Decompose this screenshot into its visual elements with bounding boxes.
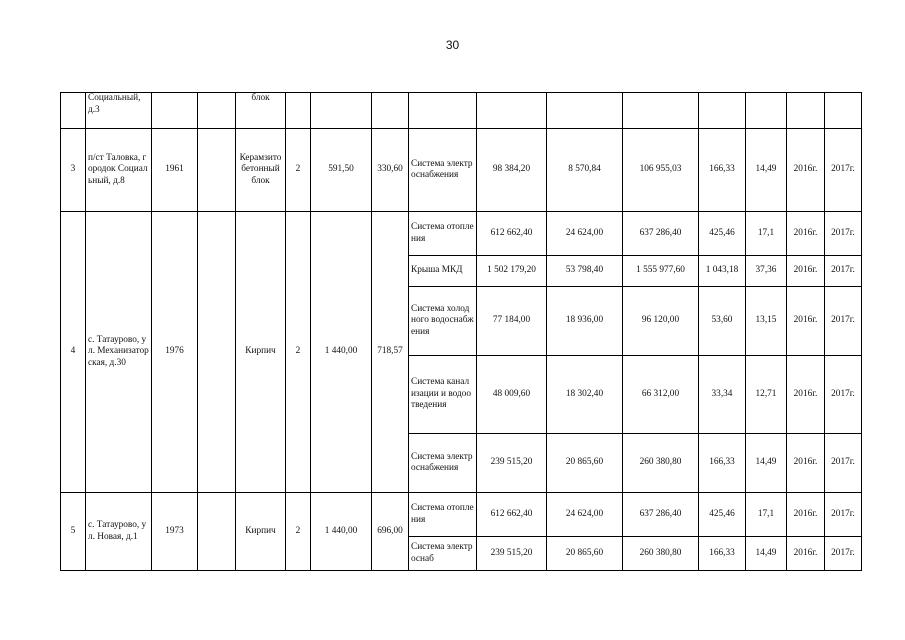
rate-cell: 12,71 <box>746 356 787 434</box>
end-year-cell: 2017г. <box>825 493 862 537</box>
floors-cell: 2 <box>286 212 311 493</box>
living-area-cell: 718,57 <box>372 212 409 493</box>
cost-per-m2-cell: 166,33 <box>699 537 746 571</box>
year-cell: 1973 <box>152 493 198 571</box>
rate-cell: 17,1 <box>746 493 787 537</box>
rate-cell: 14,49 <box>746 537 787 571</box>
cost-per-m2-cell: 53,60 <box>699 287 746 356</box>
total-cost-cell: 96 120,00 <box>623 287 699 356</box>
cost-per-m2-cell: 33,34 <box>699 356 746 434</box>
start-year-cell: 2016г. <box>787 287 825 356</box>
start-year-cell: 2016г. <box>787 537 825 571</box>
end-year-cell: 2017г. <box>825 356 862 434</box>
work-type-cell: Система канализации и водоотведения <box>409 356 477 434</box>
table-row <box>61 493 862 537</box>
repair-schedule-table <box>60 92 862 571</box>
row-number: 5 <box>61 493 86 571</box>
rate-cell: 37,36 <box>746 256 787 287</box>
total-cost-cell: 637 286,40 <box>623 212 699 256</box>
start-year-cell: 2016г. <box>787 356 825 434</box>
end-year-cell: 2017г. <box>825 129 862 212</box>
start-year-cell: 2016г. <box>787 434 825 493</box>
address-cell: п/ст Таловка, городок Социальный, д.8 <box>86 129 152 212</box>
material-cell: Кирпич <box>236 212 286 493</box>
address-cell: Социальный, д.3 <box>86 93 152 129</box>
cost-cell: 239 515,20 <box>477 537 547 571</box>
total-area-cell: 1 440,00 <box>311 493 372 571</box>
work-type-cell: Система электроснабжения <box>409 129 477 212</box>
cost-cell: 48 009,60 <box>477 356 547 434</box>
cost-cell: 612 662,40 <box>477 212 547 256</box>
cost-cell: 98 384,20 <box>477 129 547 212</box>
row-number: 3 <box>61 129 86 212</box>
work-type-cell: Система отопления <box>409 493 477 537</box>
cost-cell: 20 865,60 <box>547 434 623 493</box>
cost-cell: 77 184,00 <box>477 287 547 356</box>
cost-cell: 18 302,40 <box>547 356 623 434</box>
cost-cell: 239 515,20 <box>477 434 547 493</box>
cost-cell: 18 936,00 <box>547 287 623 356</box>
floors-cell: 2 <box>286 493 311 571</box>
work-type-cell: Система электроснаб <box>409 537 477 571</box>
material-cell: Керамзитобетонный блок <box>236 129 286 212</box>
work-type-cell: Система отопления <box>409 212 477 256</box>
cost-per-m2-cell: 166,33 <box>699 434 746 493</box>
cost-per-m2-cell: 166,33 <box>699 129 746 212</box>
work-type-cell: Система холодного водоснабжения <box>409 287 477 356</box>
cost-per-m2-cell: 425,46 <box>699 212 746 256</box>
cost-cell: 24 624,00 <box>547 212 623 256</box>
end-year-cell: 2017г. <box>825 212 862 256</box>
material-cell: Кирпич <box>236 493 286 571</box>
end-year-cell: 2017г. <box>825 287 862 356</box>
total-cost-cell: 260 380,80 <box>623 537 699 571</box>
page-number: 30 <box>445 38 460 52</box>
rate-cell: 13,15 <box>746 287 787 356</box>
end-year-cell: 2017г. <box>825 256 862 287</box>
start-year-cell: 2016г. <box>787 129 825 212</box>
rate-cell: 14,49 <box>746 129 787 212</box>
cost-cell: 24 624,00 <box>547 493 623 537</box>
start-year-cell: 2016г. <box>787 256 825 287</box>
cost-per-m2-cell: 425,46 <box>699 493 746 537</box>
cost-cell: 20 865,60 <box>547 537 623 571</box>
cost-cell: 53 798,40 <box>547 256 623 287</box>
total-area-cell: 1 440,00 <box>311 212 372 493</box>
end-year-cell: 2017г. <box>825 434 862 493</box>
total-cost-cell: 106 955,03 <box>623 129 699 212</box>
end-year-cell: 2017г. <box>825 537 862 571</box>
year-cell: 1961 <box>152 129 198 212</box>
year-cell: 1976 <box>152 212 198 493</box>
living-area-cell: 696,00 <box>372 493 409 571</box>
total-cost-cell: 66 312,00 <box>623 356 699 434</box>
material-cell: блок <box>236 93 286 129</box>
total-cost-cell: 260 380,80 <box>623 434 699 493</box>
table-row-continued <box>61 93 862 129</box>
work-type-cell: Система электроснабжения <box>409 434 477 493</box>
floors-cell: 2 <box>286 129 311 212</box>
table-row <box>61 212 862 256</box>
total-cost-cell: 1 555 977,60 <box>623 256 699 287</box>
row-number: 4 <box>61 212 86 493</box>
start-year-cell: 2016г. <box>787 212 825 256</box>
address-cell: с. Татаурово, ул. Механизаторская, д.30 <box>86 212 152 493</box>
cost-cell: 1 502 179,20 <box>477 256 547 287</box>
work-type-cell: Крыша МКД <box>409 256 477 287</box>
cost-cell: 612 662,40 <box>477 493 547 537</box>
total-area-cell: 591,50 <box>311 129 372 212</box>
total-cost-cell: 637 286,40 <box>623 493 699 537</box>
cost-per-m2-cell: 1 043,18 <box>699 256 746 287</box>
cost-cell: 8 570,84 <box>547 129 623 212</box>
living-area-cell: 330,60 <box>372 129 409 212</box>
table-row <box>61 129 862 212</box>
rate-cell: 14,49 <box>746 434 787 493</box>
start-year-cell: 2016г. <box>787 493 825 537</box>
rate-cell: 17,1 <box>746 212 787 256</box>
address-cell: с. Татаурово, ул. Новая, д.1 <box>86 493 152 571</box>
